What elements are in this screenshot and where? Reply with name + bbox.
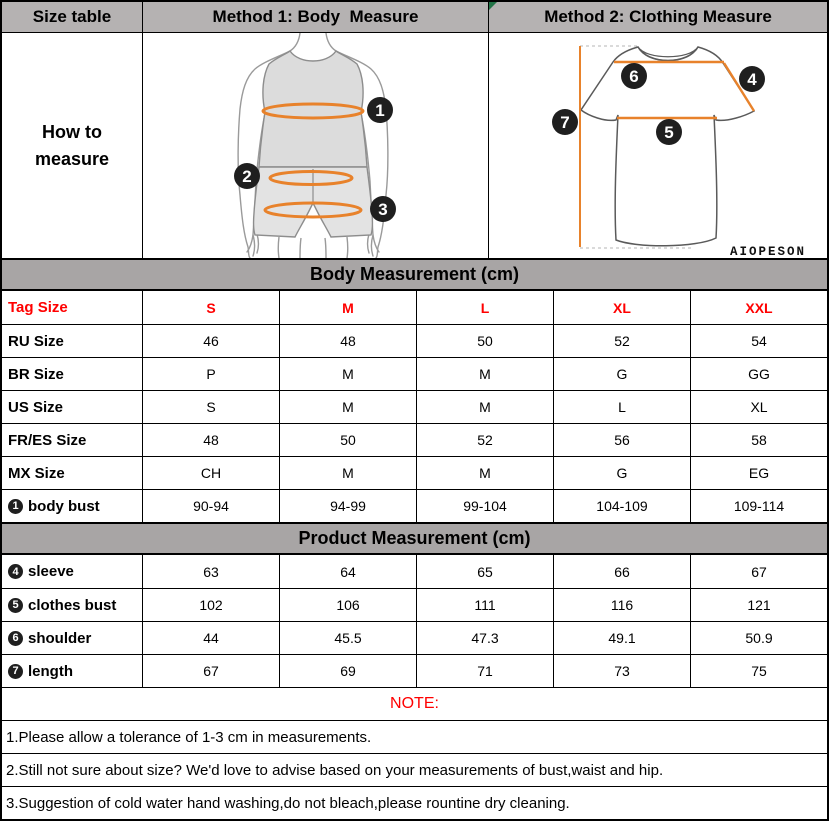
size-value: 65: [416, 555, 553, 588]
header-method1: Method 1: Body Measure: [142, 2, 488, 32]
marker-3-number: 3: [378, 200, 388, 219]
size-value: 109-114: [690, 490, 827, 522]
marker-1-icon: 1: [8, 499, 23, 514]
size-value: 50: [416, 325, 553, 357]
how-to-measure-label: How to measure: [34, 121, 110, 169]
marker-5-number: 5: [664, 123, 674, 142]
row-label: FR/ES Size: [8, 431, 87, 449]
row-label: 7 length: [2, 655, 142, 687]
body-figure-image: [143, 33, 488, 258]
note-item-2: 2.Still not sure about size? We'd love to advise based on your measurements of bust,waist and hip.: [2, 753, 827, 786]
size-value: 52: [553, 325, 690, 357]
marker-7-number: 7: [560, 113, 570, 132]
tag-size-xl: XL: [553, 291, 690, 324]
tag-size-row: [2, 291, 827, 324]
table-row-fres-size: [2, 423, 827, 456]
marker-4-number: 4: [747, 70, 757, 89]
marker-4-icon: 4: [8, 564, 23, 579]
size-value: 54: [690, 325, 827, 357]
table-row-mx-size: [2, 456, 827, 489]
note-title-row: [2, 687, 827, 720]
size-value: M: [416, 391, 553, 423]
table-row-sleeve: [2, 555, 827, 588]
row-label: BR Size: [8, 365, 64, 383]
brand-text: AIOPESON: [730, 245, 807, 258]
size-value: EG: [690, 457, 827, 489]
size-value: CH: [142, 457, 279, 489]
product-measurement-section-title: [2, 522, 827, 555]
size-value: M: [279, 358, 416, 390]
size-value: M: [416, 457, 553, 489]
size-value: 66: [553, 555, 690, 588]
size-value: 67: [690, 555, 827, 588]
row-label: 4 sleeve: [2, 555, 142, 588]
note-item-3: 3.Suggestion of cold water hand washing,do not bleach,please rountine dry cleaning.: [2, 786, 827, 819]
size-value: 71: [416, 655, 553, 687]
size-value: 47.3: [416, 622, 553, 654]
size-value: S: [142, 391, 279, 423]
size-value: 69: [279, 655, 416, 687]
size-value: 64: [279, 555, 416, 588]
size-value: 44: [142, 622, 279, 654]
how-to-measure-row: [2, 32, 827, 258]
row-label-tag-size: Tag Size: [8, 299, 68, 316]
marker-6-icon: 6: [8, 631, 23, 646]
section-title-text: Product Measurement (cm): [298, 528, 531, 548]
size-value: G: [553, 358, 690, 390]
header-size-table: Size table: [32, 7, 112, 26]
size-value: G: [553, 457, 690, 489]
size-value: 94-99: [279, 490, 416, 522]
row-label: 1 body bust: [2, 490, 142, 522]
size-value: 48: [279, 325, 416, 357]
table-row-ru-size: [2, 324, 827, 357]
size-value: 58: [690, 424, 827, 456]
tshirt-diagram-image: [489, 33, 827, 258]
size-value: 102: [142, 589, 279, 621]
header-method2-label: Method 2: Clothing Measure: [544, 7, 772, 26]
size-value: 121: [690, 589, 827, 621]
table-row-br-size: [2, 357, 827, 390]
tag-size-l: L: [416, 291, 553, 324]
clothing-measure-illustration: [488, 33, 827, 258]
body-measurement-section-title: [2, 258, 827, 291]
size-value: 116: [553, 589, 690, 621]
row-label: RU Size: [8, 332, 64, 350]
header-method2: [488, 2, 827, 32]
table-row-us-size: [2, 390, 827, 423]
table-row-clothes-bust: [2, 588, 827, 621]
marker-7-icon: 7: [8, 664, 23, 679]
size-value: M: [279, 391, 416, 423]
size-value: 49.1: [553, 622, 690, 654]
row-label: US Size: [8, 398, 64, 416]
size-value: 48: [142, 424, 279, 456]
size-value: XL: [690, 391, 827, 423]
marker-5-icon: 5: [8, 598, 23, 613]
table-row-length: [2, 654, 827, 687]
section-title-text: Body Measurement (cm): [309, 264, 520, 284]
tag-size-xxl: XXL: [690, 291, 827, 324]
table-row-shoulder: [2, 621, 827, 654]
size-value: 67: [142, 655, 279, 687]
note-item-1: 1.Please allow a tolerance of 1-3 cm in measurements.: [2, 720, 827, 753]
size-value: P: [142, 358, 279, 390]
size-value: M: [279, 457, 416, 489]
row-label: 5 clothes bust: [2, 589, 142, 621]
size-value: 56: [553, 424, 690, 456]
body-measure-illustration: [142, 33, 488, 258]
tag-size-s: S: [142, 291, 279, 324]
size-value: 50.9: [690, 622, 827, 654]
note-title: NOTE:: [390, 695, 439, 712]
size-value: 63: [142, 555, 279, 588]
excel-comment-triangle-icon: [489, 2, 497, 10]
size-value: 50: [279, 424, 416, 456]
row-label: 6 shoulder: [2, 622, 142, 654]
size-value: 75: [690, 655, 827, 687]
size-value: 52: [416, 424, 553, 456]
size-value: 99-104: [416, 490, 553, 522]
row-label: MX Size: [8, 464, 65, 482]
marker-2-number: 2: [242, 167, 252, 186]
size-value: 104-109: [553, 490, 690, 522]
size-value: GG: [690, 358, 827, 390]
table-row-body-bust: [2, 489, 827, 522]
size-value: 90-94: [142, 490, 279, 522]
marker-6-number: 6: [629, 67, 639, 86]
size-value: 46: [142, 325, 279, 357]
size-value: M: [416, 358, 553, 390]
tag-size-m: M: [279, 291, 416, 324]
size-value: 73: [553, 655, 690, 687]
marker-1-number: 1: [375, 101, 385, 120]
size-value: 106: [279, 589, 416, 621]
size-value: L: [553, 391, 690, 423]
size-value: 45.5: [279, 622, 416, 654]
header-row: [2, 2, 827, 32]
size-value: 111: [416, 589, 553, 621]
